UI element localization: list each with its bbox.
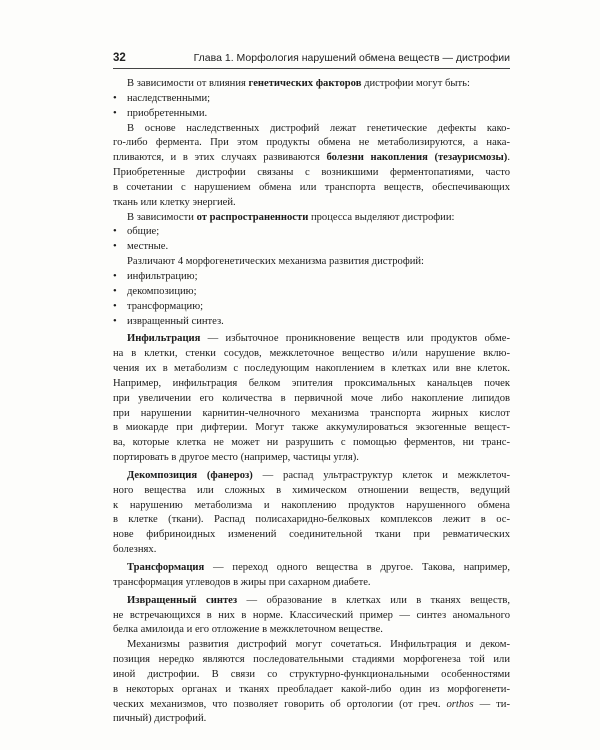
body-text: [113, 77, 510, 727]
list-item: • инфильтрацию;: [113, 270, 510, 285]
text-line: портировать в другое место (например, частицы угля).: [113, 452, 359, 464]
text-line: при нарушении карнитин-челночного механизма транспорта жирных кислот: [113, 407, 510, 419]
text-line: в некоторых органах и тканях преобладает какой-либо один из морфогенети-: [113, 683, 510, 695]
text-line: не встречающихся в них в норме. Классический пример — синтез аномального: [113, 609, 510, 621]
text-line: Извращенный синтез — образование в клетках или в тканях веществ,: [127, 594, 510, 606]
list-item: • трансформацию;: [113, 300, 510, 315]
text-line: в сочетании с нарушением обмена или транспорта веществ, обеспечивающих: [113, 181, 510, 193]
text-line: Декомпозиция (фанероз) — распад ультраструктур клеток и межклеточ-: [127, 469, 510, 481]
text-line: трансформация углеводов в жиры при сахарном диабете.: [113, 576, 371, 588]
list-item: • декомпозицию;: [113, 285, 510, 300]
text-line: болезнях.: [113, 544, 157, 556]
list-item: • приобретенными.: [113, 107, 510, 122]
text-line: на в клетки, стенки сосудов, межклеточное вещество и/или нарушение вклю-: [113, 348, 510, 360]
text-line: В зависимости от влияния генетических факторов дистрофии могут быть:: [127, 78, 470, 89]
list-item: • местные.: [113, 240, 510, 255]
list-item: • наследственными;: [113, 92, 510, 107]
text-line: чения их в метаболизм с последующим накоплением в клетках или вне клеток.: [113, 363, 510, 375]
chapter-title: Глава 1. Морфология нарушений обмена веществ — дистрофии: [193, 52, 510, 64]
text-line: Трансформация — переход одного вещества в другое. Такова, например,: [127, 562, 510, 573]
text-line: пливаются, и в этих случаях развиваются болезни накопления (тезаурисмозы).: [113, 152, 510, 164]
text-line: иной дистрофии. В связи со структурно-функциональными особенностями: [113, 668, 510, 680]
text-line: ткань или клетку энергией.: [113, 196, 236, 208]
text-line: нове фибриноидных изменений соединительной ткани при ревматических: [113, 529, 510, 541]
text-line: белка амилоида и его отложение в межклеточном веществе.: [113, 624, 383, 636]
text-line: В основе наследственных дистрофий лежат генетические дефекты како-: [127, 122, 510, 134]
text-line: го-либо фермента. При этом продукты обмена не метаболизируются, а нака-: [113, 137, 510, 149]
text-line: Инфильтрация — избыточное проникновение веществ или продуктов обме-: [127, 333, 510, 345]
text-line: в клетке (ткани). Распад полисахаридно-белковых комплексов лежит в ос-: [113, 514, 510, 526]
text-line: Механизмы развития дистрофий могут сочетаться. Инфильтрация и деком-: [127, 639, 510, 651]
text-line: ческих механизмов, что позволяет говорить об ортологии (от греч. orthos — ти-: [113, 698, 510, 710]
text-line: пичный) дистрофий.: [113, 713, 207, 725]
text-line: при увеличении его количества в первичной моче либо накопление липидов: [113, 392, 510, 404]
page-number: 32: [113, 52, 126, 64]
text-line: Например, инфильтрация белком эпителия проксимальных канальцев почек: [113, 377, 510, 389]
text-line: ва, которые клетка не может ни разрушить с помощью ферментов, ни транс-: [113, 437, 510, 449]
text-line: Различают 4 морфогенетических механизма развития дистрофий:: [127, 256, 424, 268]
text-line: ного вещества или сложных в химическом отношении веществ, ведущий: [113, 484, 510, 496]
running-header: [113, 50, 510, 66]
list-item: • общие;: [113, 225, 510, 240]
list-item: • извращенный синтез.: [113, 315, 510, 330]
text-line: В зависимости от распространенности процесса выделяют дистрофии:: [127, 211, 455, 223]
text-line: к нарушению метаболизма и накоплению продуктов нарушенного обмена: [113, 499, 510, 511]
text-line: в миокарде при дифтерии. Могут также аккумулироваться экзогенные вещест-: [113, 422, 510, 434]
text-line: Приобретенные дистрофии связаны с возникшими ферментопатиями, часто: [113, 167, 510, 179]
header-rule: [113, 68, 510, 69]
text-line: позиция нередко являются последовательными стадиями морфогенеза той или: [113, 654, 510, 666]
